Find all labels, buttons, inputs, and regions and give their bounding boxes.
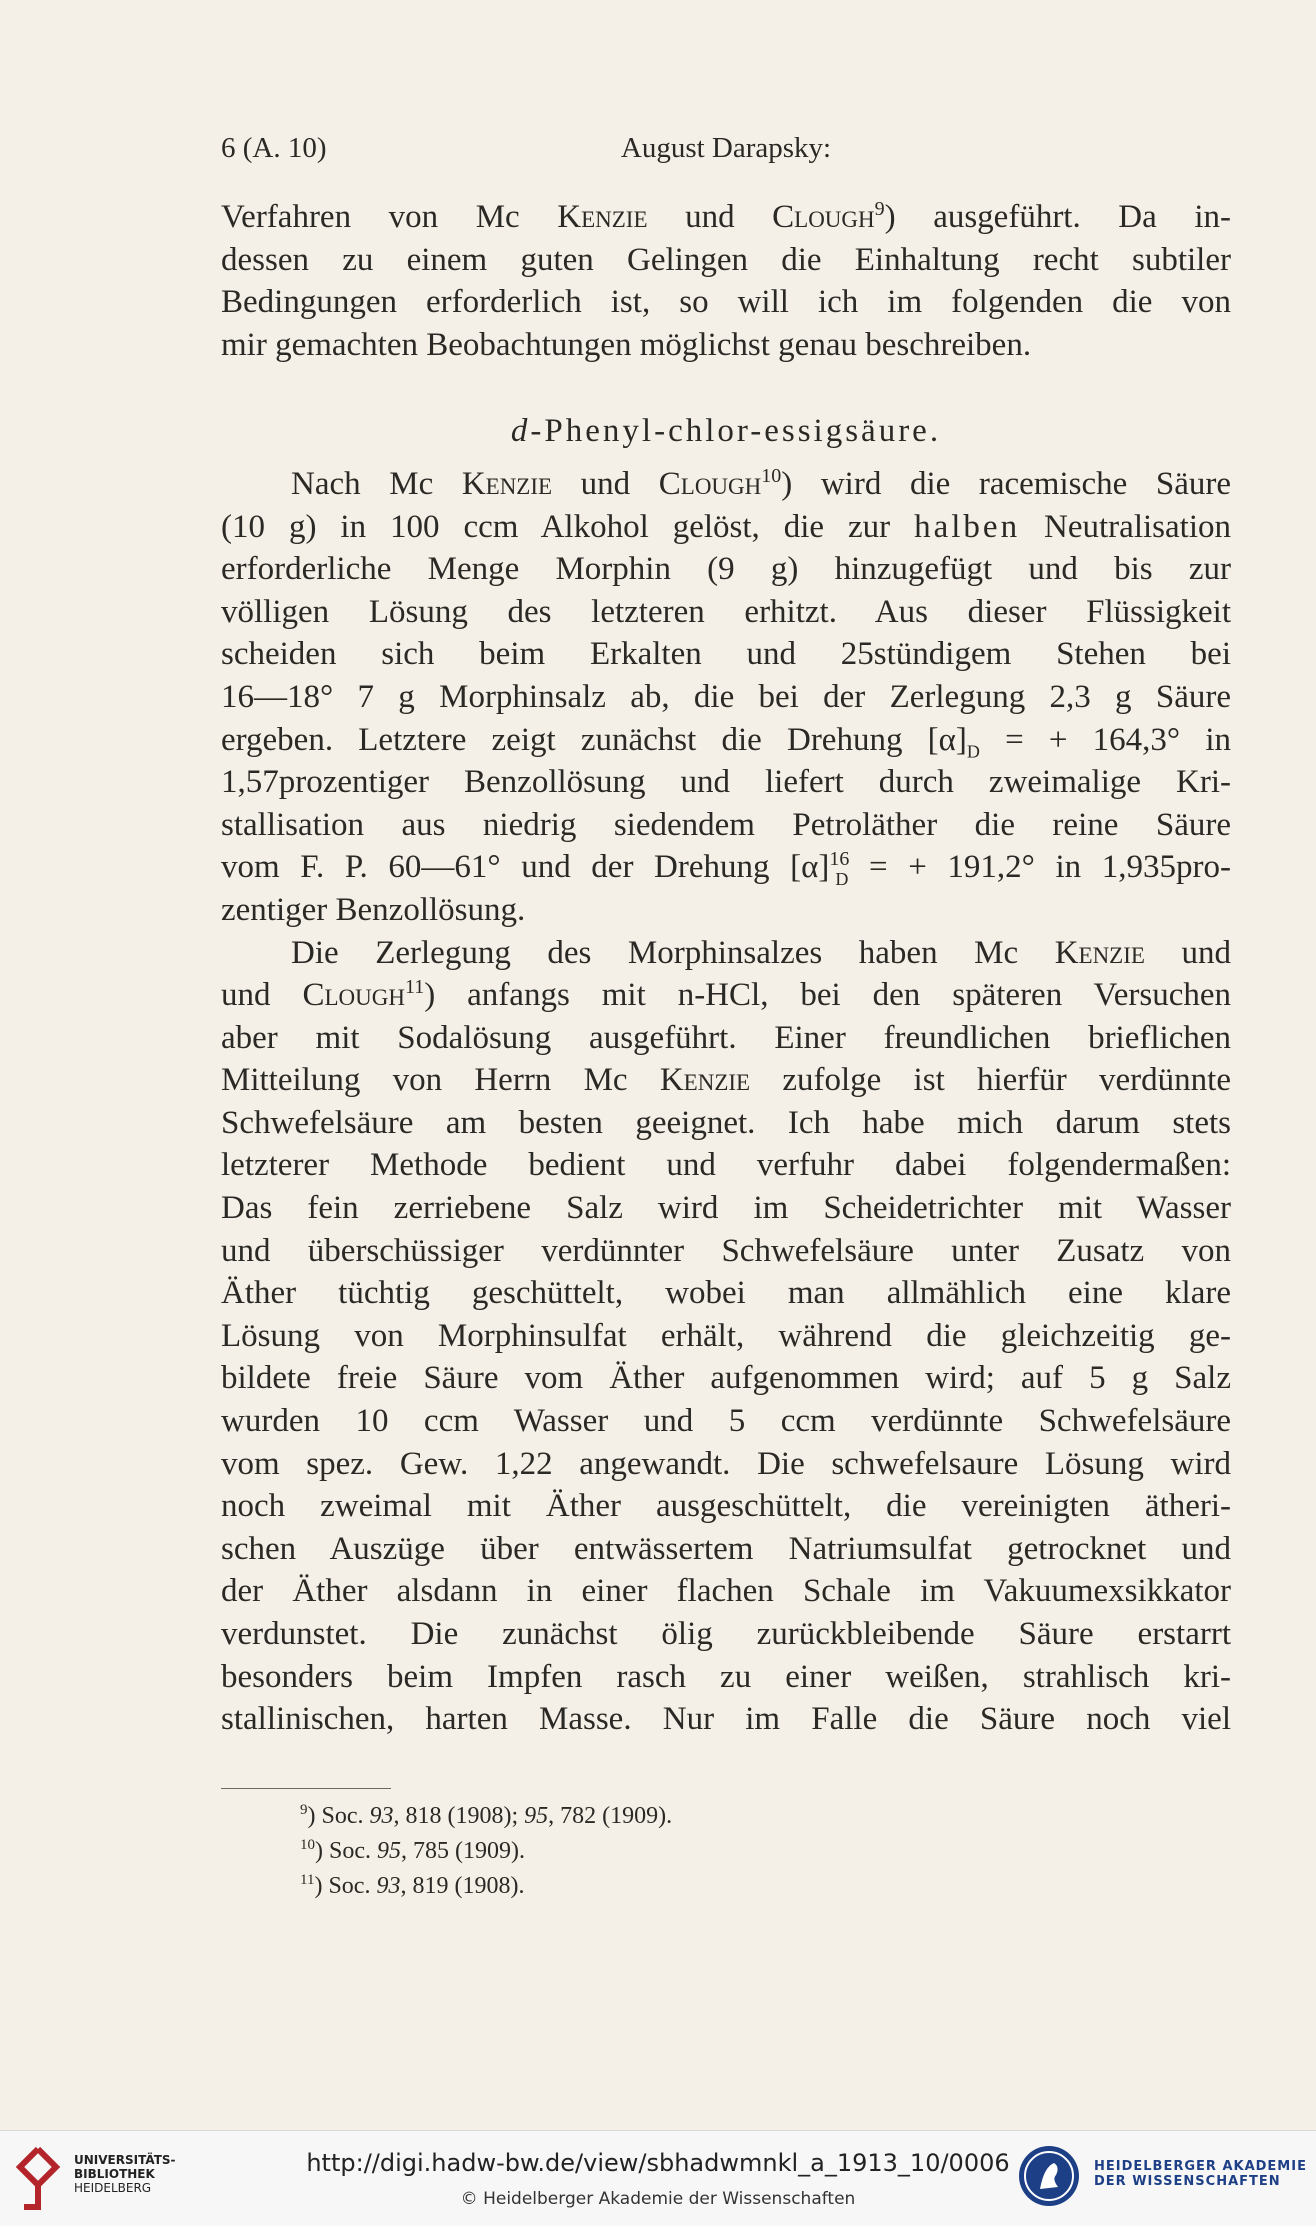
text-line: aber mit Sodalösung ausgeführt. Einer freundlichen brieflichen xyxy=(221,1019,1231,1056)
text-line: wurden 10 ccm Wasser und 5 ccm verdünnte Schwefelsäure xyxy=(221,1403,1231,1440)
university-library-logo-text: UNIVERSITÄTS- BIBLIOTHEK HEIDELBERG xyxy=(74,2153,176,2195)
text-line: Äther tüchtig geschüttelt, wobei man allmählich eine klare xyxy=(221,1275,1231,1312)
academy-seal-icon xyxy=(1016,2143,1082,2209)
text-line: vom spez. Gew. 1,22 angewandt. Die schwefelsaure Lösung wird xyxy=(221,1445,1231,1482)
text-line: ergeben. Letztere zeigt zunächst die Drehung $[\alpha]_D$ = + 164,3° in xyxy=(221,721,1231,762)
footnote: $^{10}$) Soc. 95, 785 (1909). xyxy=(300,1837,525,1864)
text-line: scheiden sich beim Erkalten und 25stündigem Stehen bei xyxy=(221,636,1231,673)
text-line: Schwefelsäure am besten geeignet. Ich habe mich darum stets xyxy=(221,1104,1231,1141)
text-line: mir gemachten Beobachtungen möglichst genau beschreiben. xyxy=(221,326,1032,363)
text-line: Bedingungen erforderlich ist, so will ich im folgenden die von xyxy=(221,284,1231,321)
copyright-notice: © Heidelberger Akademie der Wissenschaften xyxy=(460,2189,856,2209)
text-line: Die Zerlegung des Morphinsalzes haben Mc Kenzie und xyxy=(291,934,1231,971)
main-text xyxy=(221,196,1231,1741)
footnote-ref: 10 xyxy=(761,464,782,487)
text-line: stallinischen, harten Masse. Nur im Falle die Säure noch viel xyxy=(221,1701,1231,1738)
text-line: schen Auszüge über entwässertem Natriumsulfat getrocknet und xyxy=(221,1530,1231,1567)
text-line: 1,57prozentiger Benzollösung und liefert durch zweimalige Kri- xyxy=(221,764,1231,801)
text-line: bildete freie Säure vom Äther aufgenommen wird; auf 5 g Salz xyxy=(221,1360,1231,1397)
permalink-url[interactable]: http://digi.hadw-bw.de/view/sbhadwmnkl_a_1913_10/0006 xyxy=(306,2149,1010,2177)
text-line: (10 g) in 100 ccm Alkohol gelöst, die zur halben Neutralisation xyxy=(221,508,1231,545)
footnote: $^{11}$) Soc. 93, 819 (1908). xyxy=(300,1872,525,1899)
running-author: August Darapsky: xyxy=(620,132,832,164)
text-line: erforderliche Menge Morphin (9 g) hinzugefügt und bis zur xyxy=(221,551,1231,588)
viewer-footer xyxy=(0,2130,1316,2226)
text-line: besonders beim Impfen rasch zu einer weißen, strahlisch kri- xyxy=(221,1658,1231,1695)
text-line: Lösung von Morphinsulfat erhält, während die gleichzeitig ge- xyxy=(221,1317,1231,1354)
text-line: letzterer Methode bedient und verfuhr dabei folgendermaßen: xyxy=(221,1147,1231,1184)
text-line: stallisation aus niedrig siedendem Petroläther die reine Säure xyxy=(221,806,1231,843)
text-line: Nach Mc Kenzie und Clough$^{10}$) wird die racemische Säure xyxy=(291,464,1231,502)
text-line: 16—18° 7 g Morphinsalz ab, die bei der Zerlegung 2,3 g Säure xyxy=(221,678,1231,715)
text-line: vom F. P. 60—61° und der Drehung $[\alpha]^{16}_D$ = + 191,2° in 1,935pro- xyxy=(221,848,1231,889)
page-reference: 6 (A. 10) xyxy=(221,132,327,164)
text-line: Mitteilung von Herrn Mc Kenzie zufolge ist hierfür verdünnte xyxy=(221,1062,1231,1099)
academy-logo-text: HEIDELBERGER AKADEMIE DER WISSENSCHAFTEN xyxy=(1094,2159,1307,2189)
text-line: verdunstet. Die zunächst ölig zurückbleibende Säure erstarrt xyxy=(221,1616,1231,1652)
text-line: der Äther alsdann in einer flachen Schale im Vakuumexsikkator xyxy=(221,1573,1231,1610)
text-line: und überschüssiger verdünnter Schwefelsäure unter Zusatz von xyxy=(221,1232,1231,1269)
text-line: noch zweimal mit Äther ausgeschüttelt, die vereinigten ätheri- xyxy=(221,1488,1231,1525)
footnote-ref: 9 xyxy=(874,198,885,220)
text-line: zentiger Benzollösung. xyxy=(221,891,526,928)
footnote-divider xyxy=(221,1788,391,1789)
text-line: völligen Lösung des letzteren erhitzt. Aus dieser Flüssigkeit xyxy=(221,593,1231,630)
text-line: dessen zu einem guten Gelingen die Einhaltung recht subtiler xyxy=(221,241,1231,278)
text-line: Das fein zerriebene Salz wird im Scheidetrichter mit Wasser xyxy=(221,1190,1231,1227)
text-line: und Clough$^{11}$) anfangs mit n-HCl, bei den späteren Versuchen xyxy=(221,976,1232,1014)
text-line: Verfahren von Mc Kenzie und Clough$^9$) ausgeführt. Da in- xyxy=(221,198,1231,235)
footnote: $^9$) Soc. 93, 818 (1908); 95, 782 (1909). xyxy=(300,1802,673,1829)
section-heading: d-Phenyl-chlor-essigsäure. xyxy=(510,413,942,450)
footnote-ref: 11 xyxy=(404,976,425,999)
